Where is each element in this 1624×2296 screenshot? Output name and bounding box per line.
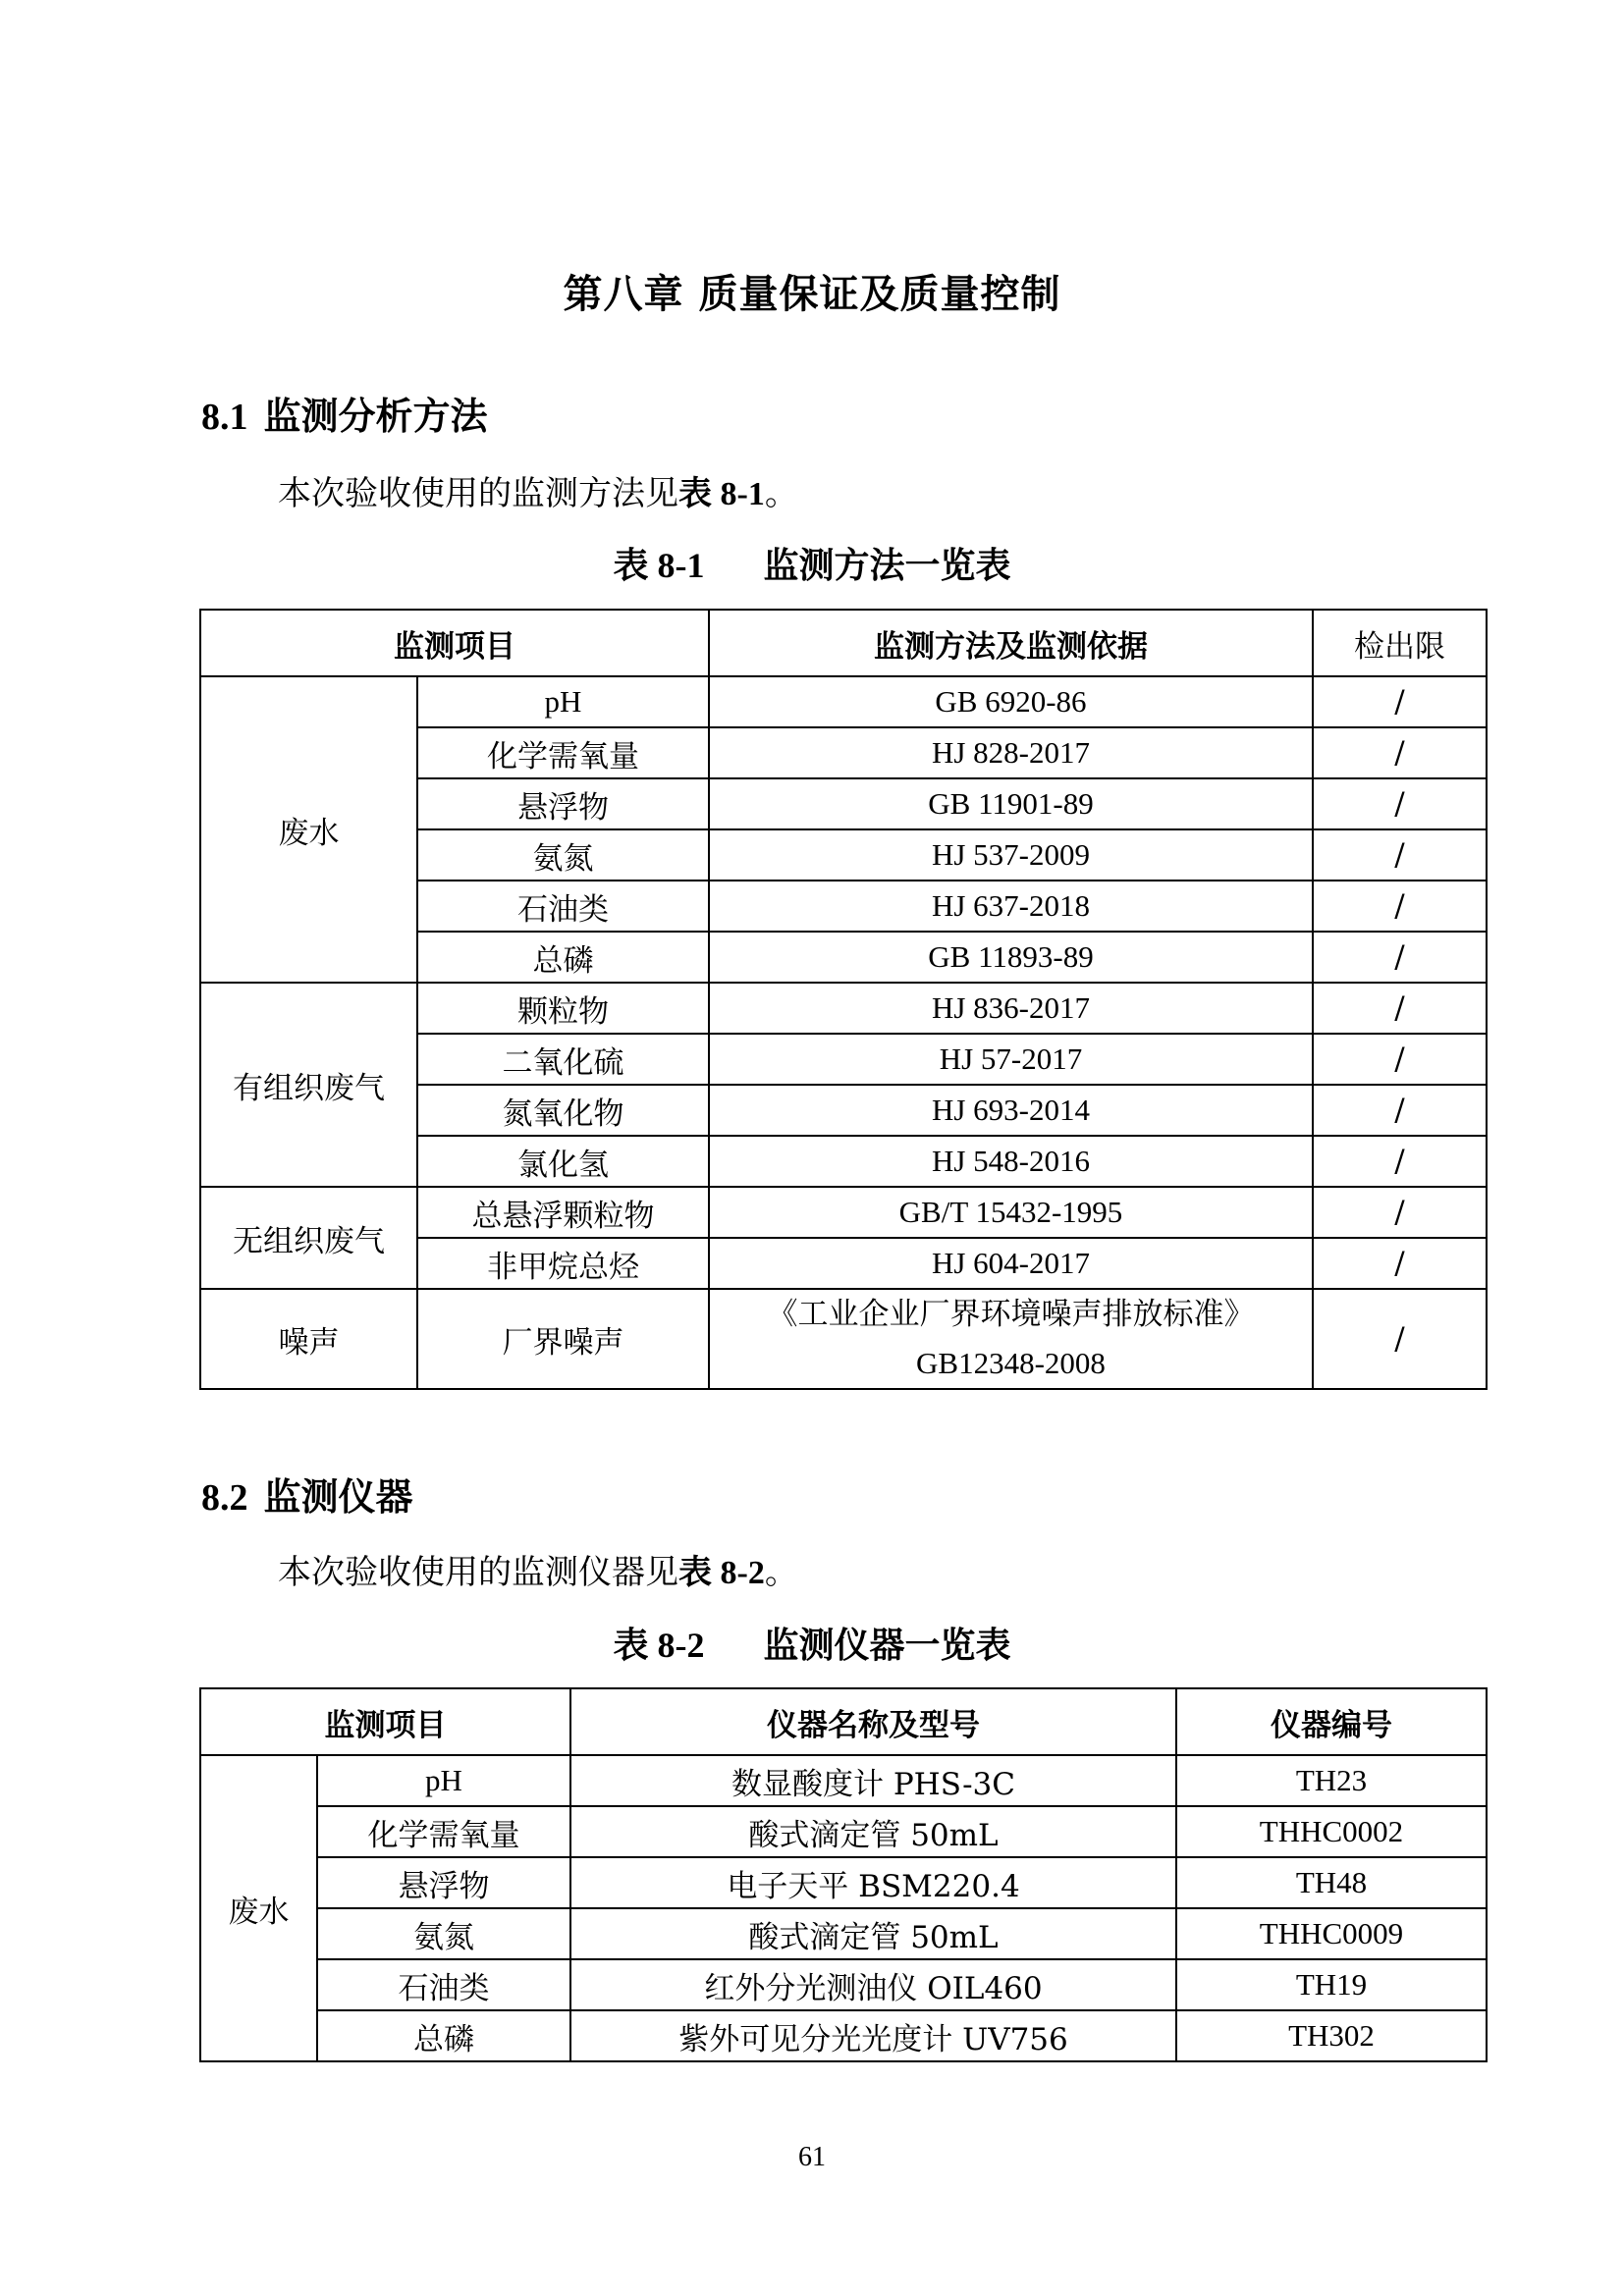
section-heading-8-2 bbox=[201, 1467, 413, 1521]
instrument-cell: 红外分光测油仪 OIL460 bbox=[570, 1959, 1176, 2010]
table-row bbox=[200, 1289, 1487, 1389]
category-cell: 有组织废气 bbox=[200, 983, 417, 1187]
item-cell: 氯化氢 bbox=[417, 1136, 709, 1187]
category-cell: 废水 bbox=[200, 1755, 317, 2061]
caption-label: 表 8-1 bbox=[613, 546, 705, 585]
paragraph-8-2 bbox=[278, 1545, 798, 1593]
chapter-title: 第八章 质量保证及质量控制 bbox=[563, 271, 1061, 317]
monitoring-instruments-table bbox=[199, 1687, 1488, 2062]
item-cell: 石油类 bbox=[417, 881, 709, 932]
method-cell: HJ 604-2017 bbox=[709, 1238, 1313, 1289]
method-cell: GB 6920-86 bbox=[709, 676, 1313, 727]
item-cell: 总磷 bbox=[417, 932, 709, 983]
table-row bbox=[200, 1755, 1487, 1806]
standard-name: 《工业企业厂界环境噪声排放标准》 bbox=[767, 1297, 1255, 1332]
paragraph-8-1 bbox=[278, 466, 798, 514]
instrument-cell: 数显酸度计 PHS-3C bbox=[570, 1755, 1176, 1806]
paragraph-text: 本次验收使用的监测仪器见 bbox=[278, 1553, 678, 1592]
table-row bbox=[200, 1908, 1487, 1959]
paragraph-punct: 。 bbox=[764, 1553, 798, 1592]
method-cell: GB 11893-89 bbox=[709, 932, 1313, 983]
category-cell: 废水 bbox=[200, 676, 417, 983]
header-cell: 监测项目 bbox=[200, 1688, 570, 1755]
section-title-text: 监测仪器 bbox=[263, 1474, 413, 1519]
limit-cell: / bbox=[1313, 1289, 1487, 1389]
method-cell bbox=[709, 1289, 1313, 1389]
header-cell: 监测项目 bbox=[200, 610, 709, 676]
instrument-cell: 酸式滴定管 50mL bbox=[570, 1806, 1176, 1857]
item-cell: 化学需氧量 bbox=[417, 727, 709, 778]
table-caption-8-2 bbox=[0, 1618, 1624, 1668]
item-cell: 非甲烷总烃 bbox=[417, 1238, 709, 1289]
item-cell: 氮氧化物 bbox=[417, 1085, 709, 1136]
table-row bbox=[200, 676, 1487, 727]
table-row bbox=[200, 1187, 1487, 1238]
item-cell: 氨氮 bbox=[317, 1908, 570, 1959]
limit-cell: / bbox=[1313, 676, 1487, 727]
monitoring-methods-table bbox=[199, 609, 1488, 1390]
method-cell: HJ 537-2009 bbox=[709, 829, 1313, 881]
method-cell: HJ 693-2014 bbox=[709, 1085, 1313, 1136]
code-cell: TH302 bbox=[1176, 2010, 1487, 2061]
header-cell: 仪器编号 bbox=[1176, 1688, 1487, 1755]
table-row bbox=[200, 1959, 1487, 2010]
item-cell: 总磷 bbox=[317, 2010, 570, 2061]
limit-cell: / bbox=[1313, 881, 1487, 932]
item-cell: 厂界噪声 bbox=[417, 1289, 709, 1389]
item-cell: 悬浮物 bbox=[317, 1857, 570, 1908]
instrument-cell: 酸式滴定管 50mL bbox=[570, 1908, 1176, 1959]
limit-cell: / bbox=[1313, 829, 1487, 881]
item-cell: 悬浮物 bbox=[417, 778, 709, 829]
table-row bbox=[200, 2010, 1487, 2061]
item-cell: pH bbox=[417, 676, 709, 727]
limit-cell: / bbox=[1313, 778, 1487, 829]
table-row bbox=[200, 983, 1487, 1034]
caption-text: 监测方法一览表 bbox=[763, 545, 1011, 586]
limit-cell: / bbox=[1313, 1034, 1487, 1085]
item-cell: 石油类 bbox=[317, 1959, 570, 2010]
method-cell: HJ 836-2017 bbox=[709, 983, 1313, 1034]
caption-label: 表 8-2 bbox=[613, 1626, 705, 1665]
caption-text: 监测仪器一览表 bbox=[763, 1625, 1011, 1666]
section-title-text: 监测分析方法 bbox=[263, 394, 488, 438]
code-cell: TH23 bbox=[1176, 1755, 1487, 1806]
method-cell: HJ 57-2017 bbox=[709, 1034, 1313, 1085]
category-cell: 噪声 bbox=[200, 1289, 417, 1389]
method-cell: GB 11901-89 bbox=[709, 778, 1313, 829]
code-cell: TH19 bbox=[1176, 1959, 1487, 2010]
category-cell: 无组织废气 bbox=[200, 1187, 417, 1289]
section-number: 8.1 bbox=[201, 397, 248, 438]
code-cell: THHC0009 bbox=[1176, 1908, 1487, 1959]
header-cell: 检出限 bbox=[1313, 610, 1487, 676]
table-header-row bbox=[200, 1688, 1487, 1755]
method-cell: GB/T 15432-1995 bbox=[709, 1187, 1313, 1238]
item-cell: 总悬浮颗粒物 bbox=[417, 1187, 709, 1238]
standard-code: GB12348-2008 bbox=[916, 1346, 1106, 1380]
method-cell: HJ 828-2017 bbox=[709, 727, 1313, 778]
header-cell: 仪器名称及型号 bbox=[570, 1688, 1176, 1755]
item-cell: pH bbox=[317, 1755, 570, 1806]
limit-cell: / bbox=[1313, 1136, 1487, 1187]
limit-cell: / bbox=[1313, 1238, 1487, 1289]
section-heading-8-1 bbox=[201, 386, 488, 440]
code-cell: THHC0002 bbox=[1176, 1806, 1487, 1857]
table-row bbox=[200, 1806, 1487, 1857]
limit-cell: / bbox=[1313, 1085, 1487, 1136]
item-cell: 颗粒物 bbox=[417, 983, 709, 1034]
table-reference: 表 8-1 bbox=[678, 476, 765, 512]
paragraph-text: 本次验收使用的监测方法见 bbox=[278, 474, 678, 513]
table-row bbox=[200, 1857, 1487, 1908]
section-number: 8.2 bbox=[201, 1477, 248, 1519]
limit-cell: / bbox=[1313, 932, 1487, 983]
instrument-cell: 电子天平 BSM220.4 bbox=[570, 1857, 1176, 1908]
method-cell: HJ 637-2018 bbox=[709, 881, 1313, 932]
limit-cell: / bbox=[1313, 983, 1487, 1034]
method-cell: HJ 548-2016 bbox=[709, 1136, 1313, 1187]
header-cell: 监测方法及监测依据 bbox=[709, 610, 1313, 676]
paragraph-punct: 。 bbox=[764, 474, 798, 513]
page-number: 61 bbox=[798, 2142, 826, 2172]
instrument-cell: 紫外可见分光光度计 UV756 bbox=[570, 2010, 1176, 2061]
table-header-row bbox=[200, 610, 1487, 676]
code-cell: TH48 bbox=[1176, 1857, 1487, 1908]
item-cell: 二氧化硫 bbox=[417, 1034, 709, 1085]
table-reference: 表 8-2 bbox=[678, 1555, 765, 1591]
table-caption-8-1 bbox=[0, 538, 1624, 588]
limit-cell: / bbox=[1313, 1187, 1487, 1238]
item-cell: 氨氮 bbox=[417, 829, 709, 881]
item-cell: 化学需氧量 bbox=[317, 1806, 570, 1857]
limit-cell: / bbox=[1313, 727, 1487, 778]
